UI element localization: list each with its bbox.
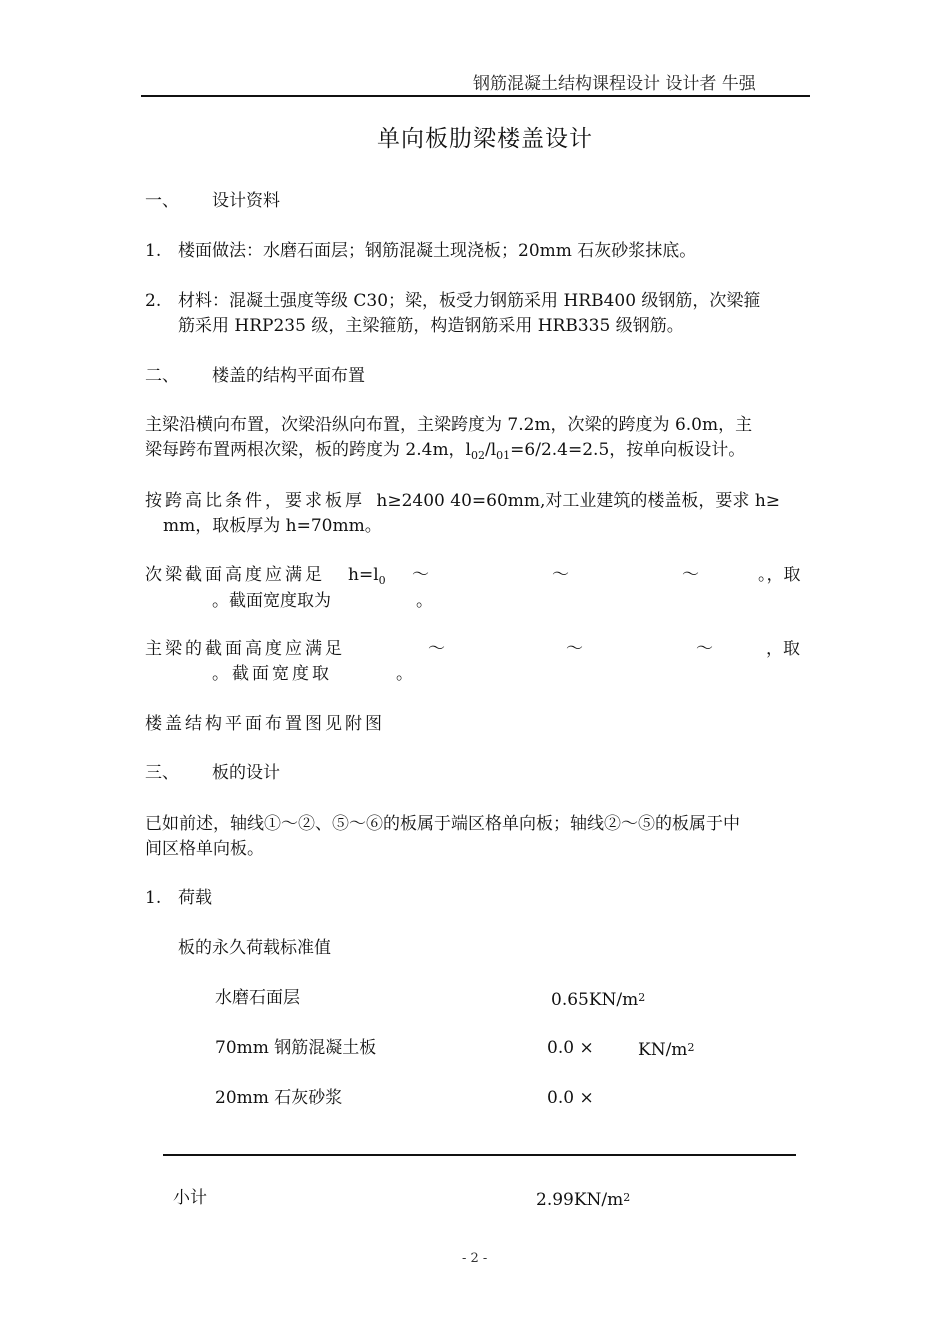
load-row-2-label: 70mm 钢筋混凝土板: [215, 1038, 377, 1058]
section-3-title: 板的设计: [212, 763, 280, 783]
section-2-number: 二、: [145, 366, 179, 386]
load-row-3-value: 0.0 ×: [547, 1088, 594, 1108]
load-row-1-value: [551, 985, 645, 1013]
superscript-2: 2: [687, 1041, 695, 1054]
paragraph-3-end: 。，取: [758, 565, 801, 585]
load-row-1-label: 水磨石面层: [215, 988, 300, 1008]
item-2-number: 2.: [145, 291, 162, 311]
slash-l: /l: [485, 440, 497, 460]
page-title: 单向板肋梁楼盖设计: [377, 126, 593, 152]
tilde-6: ～: [696, 639, 713, 659]
paragraph-3-formula: [348, 562, 386, 594]
tilde-1: ～: [412, 565, 429, 585]
subscript-02: 02: [471, 449, 485, 462]
superscript-2: 2: [638, 991, 646, 1004]
paragraph-1-line-1: 主梁沿横向布置，次梁沿纵向布置，主梁跨度为 7.2m，次梁的跨度为 6.0m，主: [145, 415, 753, 435]
subtotal-rule: [163, 1154, 796, 1156]
paragraph-5: 楼盖结构平面布置图见附图: [145, 714, 385, 734]
item-1-text: 楼面做法：水磨石面层；钢筋混凝土现浇板；20mm 石灰砂浆抹底。: [178, 241, 697, 261]
paragraph-2-line-2: mm，取板厚为 h=70mm。: [163, 516, 382, 536]
paragraph-2-rest: h≥2400 40=60mm,对工业建筑的楼盖板，要求 h≥: [376, 491, 781, 511]
tilde-4: ～: [428, 639, 445, 659]
superscript-2: 2: [623, 1191, 631, 1204]
paragraph-4-line-2-end: 。: [396, 664, 413, 684]
paragraph-2-start: 按跨高比条件，要求板厚: [145, 491, 365, 511]
paragraph-4-label: 主梁的截面高度应满足: [145, 639, 345, 659]
subscript-01: 01: [496, 449, 511, 462]
section-2-title: 楼盖的结构平面布置: [212, 366, 365, 386]
header-rule: [141, 95, 810, 97]
load-subtitle: 板的永久荷载标准值: [178, 938, 331, 958]
paragraph-4-line-2: 。截面宽度取: [212, 664, 332, 684]
page-number: - 2 -: [462, 1251, 488, 1266]
paragraph-1-line-2-start: 梁每跨布置两根次梁，板的跨度为 2.4m，l: [145, 440, 471, 460]
load-row-1-number: 0.65KN/m: [551, 990, 639, 1010]
load-row-2-value: 0.0 ×: [547, 1038, 594, 1058]
formula-h-l: h=l: [348, 565, 379, 585]
paragraph-2-line-1: [145, 488, 780, 514]
paragraph-4-end: ，取: [766, 639, 800, 659]
subtotal-label: 小计: [173, 1188, 207, 1208]
section-3-number: 三、: [145, 763, 179, 783]
subscript-0: 0: [378, 574, 386, 587]
item-2-line-1: 材料：混凝土强度等级 C30；梁，板受力钢筋采用 HRB400 级钢筋，次梁箍: [178, 291, 761, 311]
paragraph-1-line-2-end: =6/2.4=2.5，按单向板设计。: [510, 440, 746, 460]
tilde-2: ～: [552, 565, 569, 585]
load-number: 1.: [145, 888, 162, 908]
subtotal-value: [536, 1185, 630, 1213]
section-1-number: 一、: [145, 191, 179, 211]
paragraph-6-line-2: 间区格单向板。: [145, 839, 264, 859]
paragraph-6-line-1: 已如前述，轴线①～②、⑤～⑥的板属于端区格单向板；轴线②～⑤的板属于中: [145, 814, 740, 834]
page-header: 钢筋混凝土结构课程设计 设计者 牛强: [473, 74, 756, 94]
paragraph-3-label: 次梁截面高度应满足: [145, 565, 325, 585]
load-row-2-unit-text: KN/m: [638, 1040, 688, 1060]
paragraph-3-line-2-end: 。: [416, 591, 433, 611]
tilde-3: ～: [682, 565, 699, 585]
section-1-title: 设计资料: [212, 191, 280, 211]
item-2-line-2: 筋采用 HRP235 级，主梁箍筋，构造钢筋采用 HRB335 级钢筋。: [178, 316, 684, 336]
tilde-5: ～: [566, 639, 583, 659]
paragraph-3-line-2: 。截面宽度取为: [212, 591, 331, 611]
load-title: 荷载: [178, 888, 212, 908]
load-row-3-label: 20mm 石灰砂浆: [215, 1088, 343, 1108]
subtotal-number: 2.99KN/m: [536, 1190, 624, 1210]
load-row-2-unit: [638, 1035, 694, 1063]
item-1-number: 1.: [145, 241, 162, 261]
paragraph-1-line-2: [145, 437, 745, 469]
